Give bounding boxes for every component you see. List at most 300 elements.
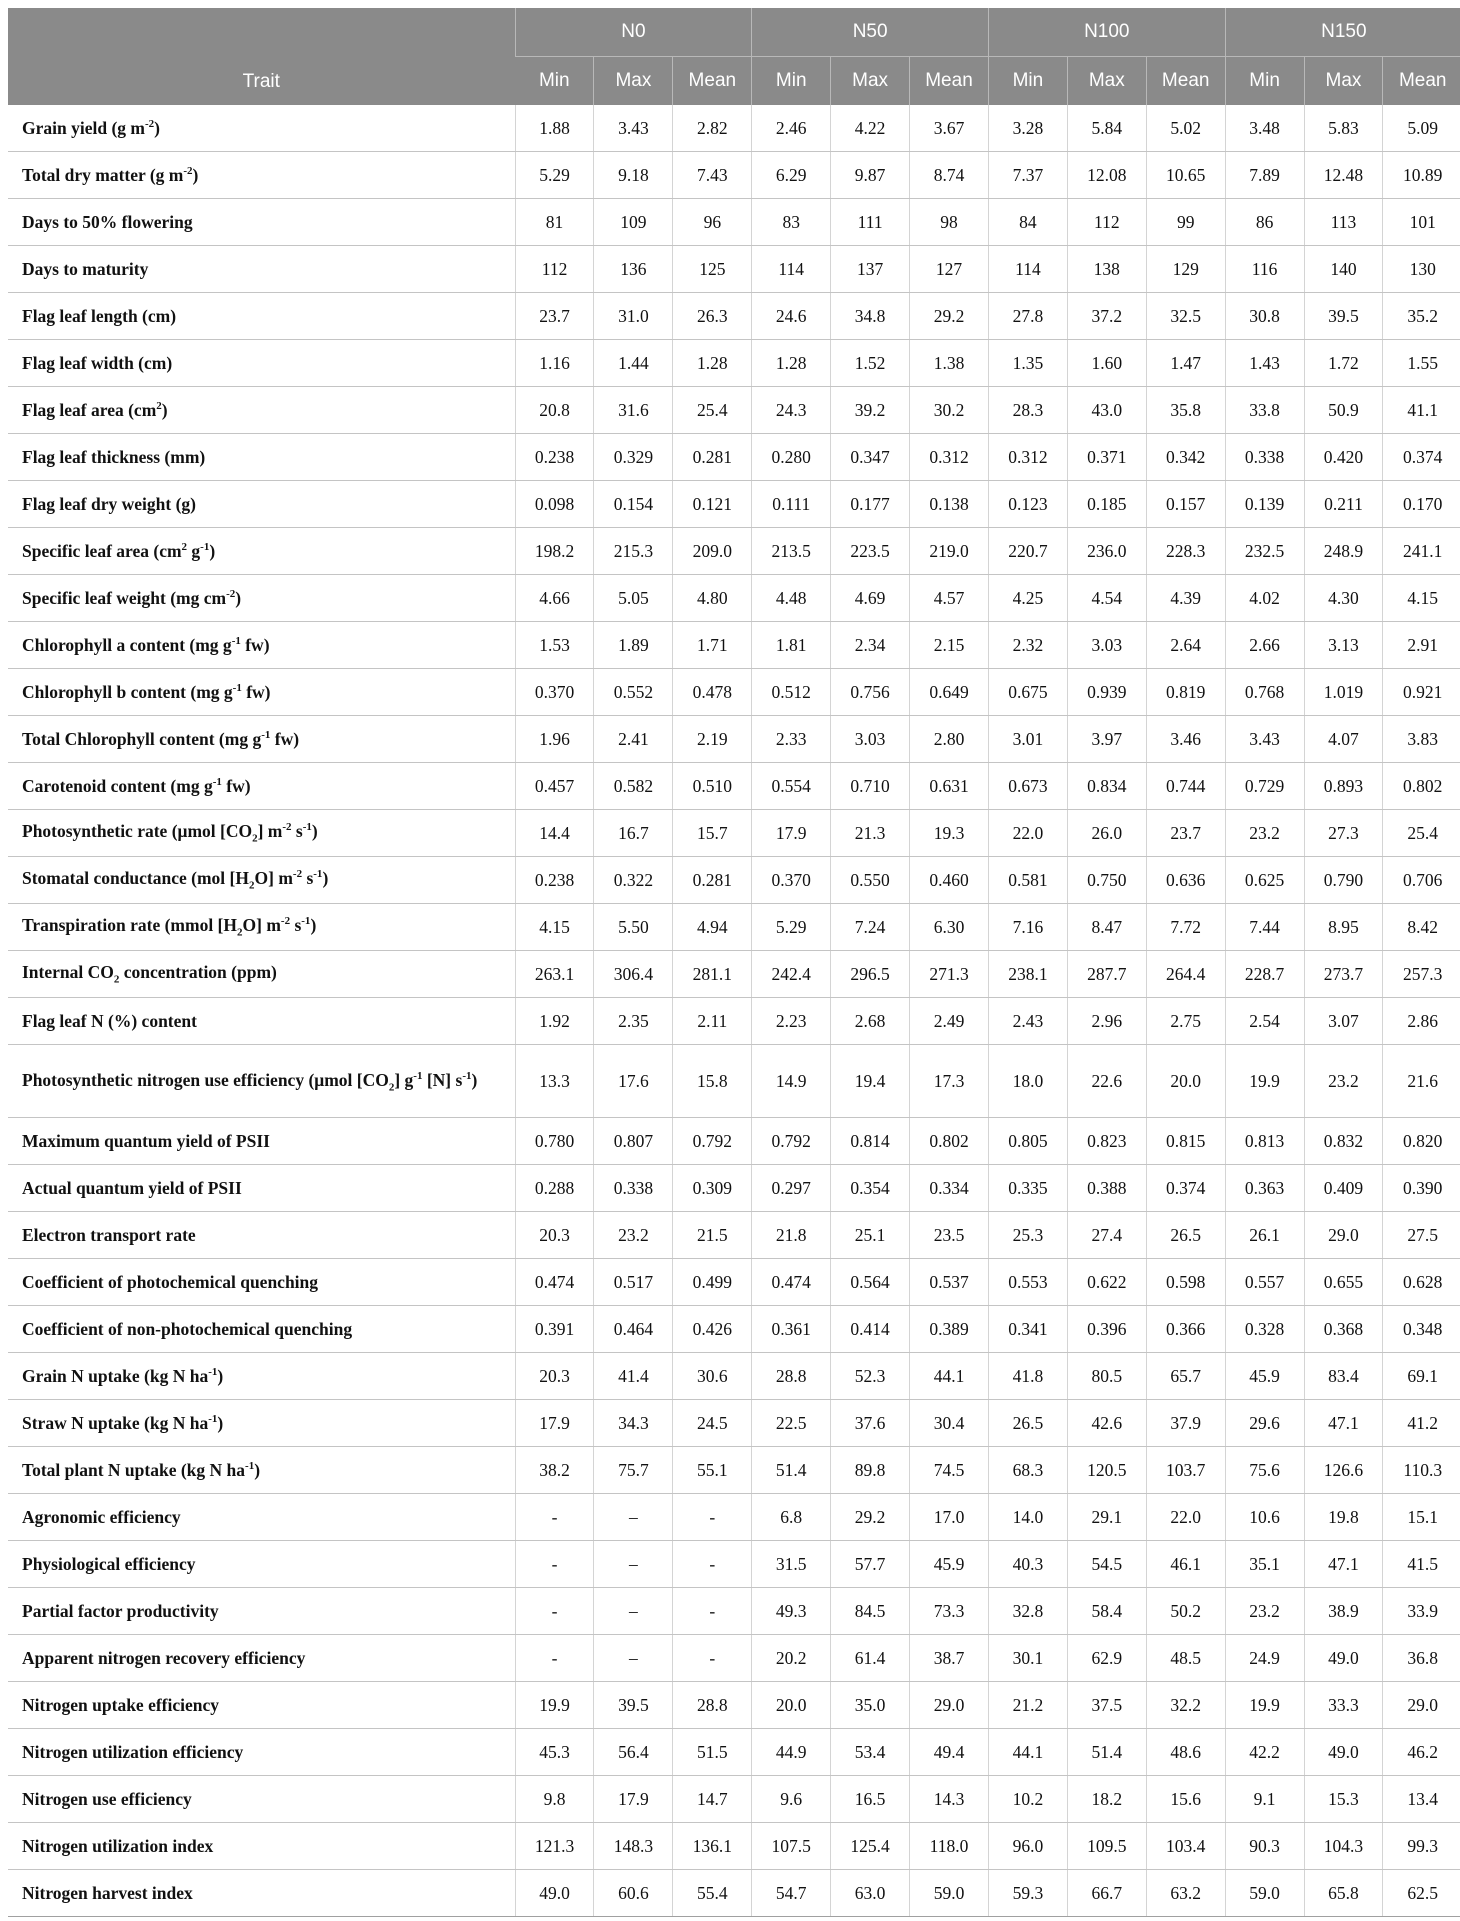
trait-cell: Nitrogen uptake efficiency [8, 1682, 515, 1729]
value-cell: 14.9 [752, 1045, 831, 1118]
value-cell: 0.768 [1225, 669, 1304, 716]
value-cell: 1.60 [1067, 340, 1146, 387]
table-row [8, 1729, 1460, 1776]
trait-cell: Days to 50% flowering [8, 199, 515, 246]
value-cell: 23.2 [1225, 1588, 1304, 1635]
value-cell: 22.0 [988, 810, 1067, 857]
trait-cell: Carotenoid content (mg $g^{-1}$ fw) [8, 763, 515, 810]
table-row [8, 246, 1460, 293]
value-cell: 6.8 [752, 1494, 831, 1541]
trait-cell: Coefficient of photochemical quenching [8, 1259, 515, 1306]
value-cell: 4.02 [1225, 575, 1304, 622]
trait-cell: Nitrogen use efficiency [8, 1776, 515, 1823]
value-cell: 61.4 [831, 1635, 910, 1682]
value-cell: 35.0 [831, 1682, 910, 1729]
value-cell: 49.3 [752, 1588, 831, 1635]
trait-cell: Physiological efficiency [8, 1541, 515, 1588]
value-cell: 2.91 [1383, 622, 1460, 669]
value-cell: 21.2 [988, 1682, 1067, 1729]
value-cell: 28.8 [673, 1682, 752, 1729]
value-cell: 14.3 [910, 1776, 989, 1823]
value-cell: 34.8 [831, 293, 910, 340]
value-cell: 35.8 [1146, 387, 1225, 434]
value-cell: 63.2 [1146, 1870, 1225, 1917]
value-cell: 33.3 [1304, 1682, 1383, 1729]
value-cell: 1.53 [515, 622, 594, 669]
value-cell: 37.9 [1146, 1400, 1225, 1447]
value-cell: 5.09 [1383, 105, 1460, 152]
value-cell: 30.2 [910, 387, 989, 434]
value-cell: 0.780 [515, 1118, 594, 1165]
value-cell: 112 [515, 246, 594, 293]
value-cell: 0.139 [1225, 481, 1304, 528]
value-cell: 2.66 [1225, 622, 1304, 669]
value-cell: 29.2 [831, 1494, 910, 1541]
value-cell: 0.834 [1067, 763, 1146, 810]
value-cell: 15.7 [673, 810, 752, 857]
value-cell: 35.1 [1225, 1541, 1304, 1588]
value-cell: 0.750 [1067, 857, 1146, 904]
value-cell: 5.02 [1146, 105, 1225, 152]
value-cell: 0.312 [988, 434, 1067, 481]
value-cell: 7.44 [1225, 904, 1304, 951]
value-cell: 126.6 [1304, 1447, 1383, 1494]
value-cell: 4.54 [1067, 575, 1146, 622]
value-cell: 0.347 [831, 434, 910, 481]
value-cell: 23.7 [515, 293, 594, 340]
value-cell: – [594, 1635, 673, 1682]
value-cell: 38.9 [1304, 1588, 1383, 1635]
value-cell: 60.6 [594, 1870, 673, 1917]
value-cell: 47.1 [1304, 1400, 1383, 1447]
value-cell: 39.5 [1304, 293, 1383, 340]
table-row [8, 1541, 1460, 1588]
value-cell: 46.2 [1383, 1729, 1460, 1776]
table-row [8, 904, 1460, 951]
value-cell: 17.3 [910, 1045, 989, 1118]
value-cell: 17.9 [752, 810, 831, 857]
value-cell: 2.19 [673, 716, 752, 763]
value-cell: 84.5 [831, 1588, 910, 1635]
value-cell: 5.29 [752, 904, 831, 951]
value-cell: 5.05 [594, 575, 673, 622]
value-cell: 0.391 [515, 1306, 594, 1353]
value-cell: 59.3 [988, 1870, 1067, 1917]
value-cell: 29.0 [1383, 1682, 1460, 1729]
value-cell: 6.30 [910, 904, 989, 951]
value-cell: 0.802 [1383, 763, 1460, 810]
value-cell: 8.47 [1067, 904, 1146, 951]
value-cell: 49.0 [1304, 1729, 1383, 1776]
value-cell: 24.3 [752, 387, 831, 434]
trait-cell: Nitrogen utilization index [8, 1823, 515, 1870]
value-cell: 63.0 [831, 1870, 910, 1917]
value-cell: - [673, 1635, 752, 1682]
value-cell: 80.5 [1067, 1353, 1146, 1400]
value-cell: 43.0 [1067, 387, 1146, 434]
value-cell: 0.554 [752, 763, 831, 810]
value-cell: 8.74 [910, 152, 989, 199]
value-cell: 0.474 [515, 1259, 594, 1306]
trait-cell: Internal $CO_2$ concentration (ppm) [8, 951, 515, 998]
value-cell: 0.460 [910, 857, 989, 904]
value-cell: 110.3 [1383, 1447, 1460, 1494]
value-cell: 35.2 [1383, 293, 1460, 340]
value-cell: 3.97 [1067, 716, 1146, 763]
trait-cell: Transpiration rate (mmol $[H_2O]$ $m^{-2}$ $s^{-1}$) [8, 904, 515, 951]
value-cell: 0.819 [1146, 669, 1225, 716]
value-cell: – [594, 1541, 673, 1588]
value-cell: 18.0 [988, 1045, 1067, 1118]
value-cell: 2.15 [910, 622, 989, 669]
value-cell: 137 [831, 246, 910, 293]
value-cell: 37.5 [1067, 1682, 1146, 1729]
value-cell: 27.8 [988, 293, 1067, 340]
value-cell: 99.3 [1383, 1823, 1460, 1870]
value-cell: 3.07 [1304, 998, 1383, 1045]
value-cell: 0.328 [1225, 1306, 1304, 1353]
value-cell: 2.34 [831, 622, 910, 669]
trait-column-header: Trait [8, 8, 515, 105]
value-cell: 31.0 [594, 293, 673, 340]
value-cell: 59.0 [910, 1870, 989, 1917]
value-cell: 41.1 [1383, 387, 1460, 434]
value-cell: 24.6 [752, 293, 831, 340]
value-cell: 89.8 [831, 1447, 910, 1494]
trait-cell: Chlorophyll b content (mg $g^{-1}$ fw) [8, 669, 515, 716]
value-cell: 3.01 [988, 716, 1067, 763]
value-cell: 1.81 [752, 622, 831, 669]
value-cell: 65.8 [1304, 1870, 1383, 1917]
value-cell: 2.80 [910, 716, 989, 763]
value-cell: 18.2 [1067, 1776, 1146, 1823]
value-cell: 0.154 [594, 481, 673, 528]
value-cell: 0.564 [831, 1259, 910, 1306]
trait-cell: Nitrogen harvest index [8, 1870, 515, 1917]
value-cell: 1.89 [594, 622, 673, 669]
value-cell: 104.3 [1304, 1823, 1383, 1870]
table-row [8, 434, 1460, 481]
value-cell: 0.390 [1383, 1165, 1460, 1212]
value-cell: 0.628 [1383, 1259, 1460, 1306]
value-cell: 8.95 [1304, 904, 1383, 951]
value-cell: 13.4 [1383, 1776, 1460, 1823]
table-body [8, 105, 1460, 1917]
value-cell: 99 [1146, 199, 1225, 246]
table-header [8, 8, 1460, 105]
value-cell: 0.893 [1304, 763, 1383, 810]
value-cell: 228.7 [1225, 951, 1304, 998]
table-row [8, 1682, 1460, 1729]
value-cell: - [673, 1541, 752, 1588]
value-cell: 0.823 [1067, 1118, 1146, 1165]
value-cell: 7.72 [1146, 904, 1225, 951]
value-cell: 51.4 [752, 1447, 831, 1494]
subheader-mean: Mean [910, 57, 989, 106]
value-cell: 0.631 [910, 763, 989, 810]
value-cell: 23.2 [594, 1212, 673, 1259]
value-cell: 86 [1225, 199, 1304, 246]
value-cell: 1.55 [1383, 340, 1460, 387]
group-header-n50: N50 [752, 8, 989, 57]
value-cell: 219.0 [910, 528, 989, 575]
trait-cell: Nitrogen utilization efficiency [8, 1729, 515, 1776]
trait-cell: Straw N uptake (kg N $ha^{-1}$) [8, 1400, 515, 1447]
value-cell: 1.28 [673, 340, 752, 387]
value-cell: 66.7 [1067, 1870, 1146, 1917]
value-cell: 0.820 [1383, 1118, 1460, 1165]
value-cell: 271.3 [910, 951, 989, 998]
value-cell: 103.7 [1146, 1447, 1225, 1494]
table-row [8, 951, 1460, 998]
value-cell: 213.5 [752, 528, 831, 575]
value-cell: 0.457 [515, 763, 594, 810]
value-cell: 0.177 [831, 481, 910, 528]
value-cell: 0.409 [1304, 1165, 1383, 1212]
value-cell: 0.792 [752, 1118, 831, 1165]
trait-cell: Agronomic efficiency [8, 1494, 515, 1541]
value-cell: 121.3 [515, 1823, 594, 1870]
value-cell: 0.388 [1067, 1165, 1146, 1212]
value-cell: 4.48 [752, 575, 831, 622]
table-row [8, 669, 1460, 716]
value-cell: 3.03 [1067, 622, 1146, 669]
trait-cell: Actual quantum yield of PSII [8, 1165, 515, 1212]
value-cell: 2.54 [1225, 998, 1304, 1045]
table-row [8, 998, 1460, 1045]
value-cell: 28.8 [752, 1353, 831, 1400]
table-row [8, 810, 1460, 857]
value-cell: 44.1 [910, 1353, 989, 1400]
value-cell: 0.802 [910, 1118, 989, 1165]
value-cell: 31.6 [594, 387, 673, 434]
value-cell: 0.478 [673, 669, 752, 716]
table-row [8, 622, 1460, 669]
value-cell: 74.5 [910, 1447, 989, 1494]
value-cell: 21.3 [831, 810, 910, 857]
value-cell: 0.756 [831, 669, 910, 716]
value-cell: 5.50 [594, 904, 673, 951]
value-cell: 0.474 [752, 1259, 831, 1306]
subheader-min: Min [752, 57, 831, 106]
trait-cell: Coefficient of non-photochemical quenching [8, 1306, 515, 1353]
value-cell: 113 [1304, 199, 1383, 246]
value-cell: 138 [1067, 246, 1146, 293]
value-cell: 17.0 [910, 1494, 989, 1541]
table-row [8, 481, 1460, 528]
value-cell: 228.3 [1146, 528, 1225, 575]
value-cell: 37.6 [831, 1400, 910, 1447]
trait-cell: Partial factor productivity [8, 1588, 515, 1635]
value-cell: 2.33 [752, 716, 831, 763]
value-cell: 39.5 [594, 1682, 673, 1729]
subheader-mean: Mean [1146, 57, 1225, 106]
value-cell: 111 [831, 199, 910, 246]
value-cell: 58.4 [1067, 1588, 1146, 1635]
value-cell: 39.2 [831, 387, 910, 434]
value-cell: 0.329 [594, 434, 673, 481]
value-cell: 45.9 [1225, 1353, 1304, 1400]
value-cell: 0.185 [1067, 481, 1146, 528]
value-cell: 13.3 [515, 1045, 594, 1118]
value-cell: 19.3 [910, 810, 989, 857]
value-cell: 83 [752, 199, 831, 246]
value-cell: 25.4 [1383, 810, 1460, 857]
value-cell: - [515, 1541, 594, 1588]
value-cell: 296.5 [831, 951, 910, 998]
value-cell: 127 [910, 246, 989, 293]
value-cell: 101 [1383, 199, 1460, 246]
trait-cell: Specific leaf weight (mg $cm^{-2}$) [8, 575, 515, 622]
value-cell: 0.322 [594, 857, 673, 904]
value-cell: 83.4 [1304, 1353, 1383, 1400]
value-cell: 273.7 [1304, 951, 1383, 998]
value-cell: 306.4 [594, 951, 673, 998]
table-row [8, 105, 1460, 152]
value-cell: 1.96 [515, 716, 594, 763]
value-cell: 1.16 [515, 340, 594, 387]
value-cell: 25.1 [831, 1212, 910, 1259]
value-cell: 23.5 [910, 1212, 989, 1259]
value-cell: 30.8 [1225, 293, 1304, 340]
value-cell: 32.2 [1146, 1682, 1225, 1729]
value-cell: 0.370 [752, 857, 831, 904]
value-cell: 21.8 [752, 1212, 831, 1259]
value-cell: 55.1 [673, 1447, 752, 1494]
value-cell: 29.1 [1067, 1494, 1146, 1541]
trait-cell: Chlorophyll a content (mg $g^{-1}$ fw) [8, 622, 515, 669]
value-cell: 0.552 [594, 669, 673, 716]
value-cell: 112 [1067, 199, 1146, 246]
value-cell: 0.420 [1304, 434, 1383, 481]
value-cell: 0.338 [594, 1165, 673, 1212]
value-cell: 0.729 [1225, 763, 1304, 810]
subheader-min: Min [515, 57, 594, 106]
value-cell: 0.649 [910, 669, 989, 716]
table-row [8, 152, 1460, 199]
value-cell: 136 [594, 246, 673, 293]
value-cell: 59.0 [1225, 1870, 1304, 1917]
value-cell: 242.4 [752, 951, 831, 998]
value-cell: 27.3 [1304, 810, 1383, 857]
value-cell: 4.94 [673, 904, 752, 951]
value-cell: 109.5 [1067, 1823, 1146, 1870]
value-cell: 2.75 [1146, 998, 1225, 1045]
value-cell: 0.813 [1225, 1118, 1304, 1165]
value-cell: 24.5 [673, 1400, 752, 1447]
subheader-min: Min [988, 57, 1067, 106]
value-cell: 45.9 [910, 1541, 989, 1588]
value-cell: 118.0 [910, 1823, 989, 1870]
value-cell: 0.744 [1146, 763, 1225, 810]
value-cell: 4.15 [515, 904, 594, 951]
value-cell: 20.0 [752, 1682, 831, 1729]
value-cell: 20.8 [515, 387, 594, 434]
table-row [8, 1494, 1460, 1541]
value-cell: 19.8 [1304, 1494, 1383, 1541]
value-cell: 0.792 [673, 1118, 752, 1165]
value-cell: 62.5 [1383, 1870, 1460, 1917]
table-row [8, 1447, 1460, 1494]
value-cell: 3.03 [831, 716, 910, 763]
value-cell: 75.6 [1225, 1447, 1304, 1494]
trait-cell: Flag leaf thickness (mm) [8, 434, 515, 481]
table-row [8, 1353, 1460, 1400]
value-cell: 103.4 [1146, 1823, 1225, 1870]
value-cell: 0.341 [988, 1306, 1067, 1353]
value-cell: 281.1 [673, 951, 752, 998]
value-cell: 81 [515, 199, 594, 246]
value-cell: 0.557 [1225, 1259, 1304, 1306]
value-cell: 0.832 [1304, 1118, 1383, 1165]
value-cell: 9.87 [831, 152, 910, 199]
value-cell: 238.1 [988, 951, 1067, 998]
value-cell: 3.43 [1225, 716, 1304, 763]
value-cell: 136.1 [673, 1823, 752, 1870]
value-cell: 19.9 [515, 1682, 594, 1729]
value-cell: 2.32 [988, 622, 1067, 669]
value-cell: 2.96 [1067, 998, 1146, 1045]
value-cell: 3.43 [594, 105, 673, 152]
value-cell: 14.7 [673, 1776, 752, 1823]
subheader-max: Max [1067, 57, 1146, 106]
value-cell: 10.6 [1225, 1494, 1304, 1541]
value-cell: 236.0 [1067, 528, 1146, 575]
value-cell: 0.921 [1383, 669, 1460, 716]
value-cell: 4.07 [1304, 716, 1383, 763]
value-cell: 54.5 [1067, 1541, 1146, 1588]
value-cell: 3.28 [988, 105, 1067, 152]
value-cell: 4.80 [673, 575, 752, 622]
value-cell: 73.3 [910, 1588, 989, 1635]
value-cell: 2.86 [1383, 998, 1460, 1045]
value-cell: 129 [1146, 246, 1225, 293]
trait-cell: Days to maturity [8, 246, 515, 293]
value-cell: 96 [673, 199, 752, 246]
value-cell: - [673, 1588, 752, 1635]
value-cell: 36.8 [1383, 1635, 1460, 1682]
value-cell: 69.1 [1383, 1353, 1460, 1400]
value-cell: 9.6 [752, 1776, 831, 1823]
table-row [8, 1870, 1460, 1917]
value-cell: 0.499 [673, 1259, 752, 1306]
value-cell: 30.6 [673, 1353, 752, 1400]
value-cell: 21.6 [1383, 1045, 1460, 1118]
value-cell: 0.512 [752, 669, 831, 716]
table-row [8, 1823, 1460, 1870]
value-cell: 0.426 [673, 1306, 752, 1353]
value-cell: 1.52 [831, 340, 910, 387]
value-cell: 65.7 [1146, 1353, 1225, 1400]
value-cell: 1.43 [1225, 340, 1304, 387]
value-cell: 2.64 [1146, 622, 1225, 669]
value-cell: 75.7 [594, 1447, 673, 1494]
value-cell: 7.43 [673, 152, 752, 199]
subheader-min: Min [1225, 57, 1304, 106]
value-cell: 1.019 [1304, 669, 1383, 716]
value-cell: 23.2 [1304, 1045, 1383, 1118]
table-row [8, 1212, 1460, 1259]
value-cell: 22.0 [1146, 1494, 1225, 1541]
value-cell: 26.1 [1225, 1212, 1304, 1259]
table-row [8, 387, 1460, 434]
value-cell: 9.1 [1225, 1776, 1304, 1823]
value-cell: 98 [910, 199, 989, 246]
value-cell: - [515, 1635, 594, 1682]
value-cell: 57.7 [831, 1541, 910, 1588]
trait-cell: Specific leaf area ($cm^2$ $g^{-1}$) [8, 528, 515, 575]
value-cell: 84 [988, 199, 1067, 246]
